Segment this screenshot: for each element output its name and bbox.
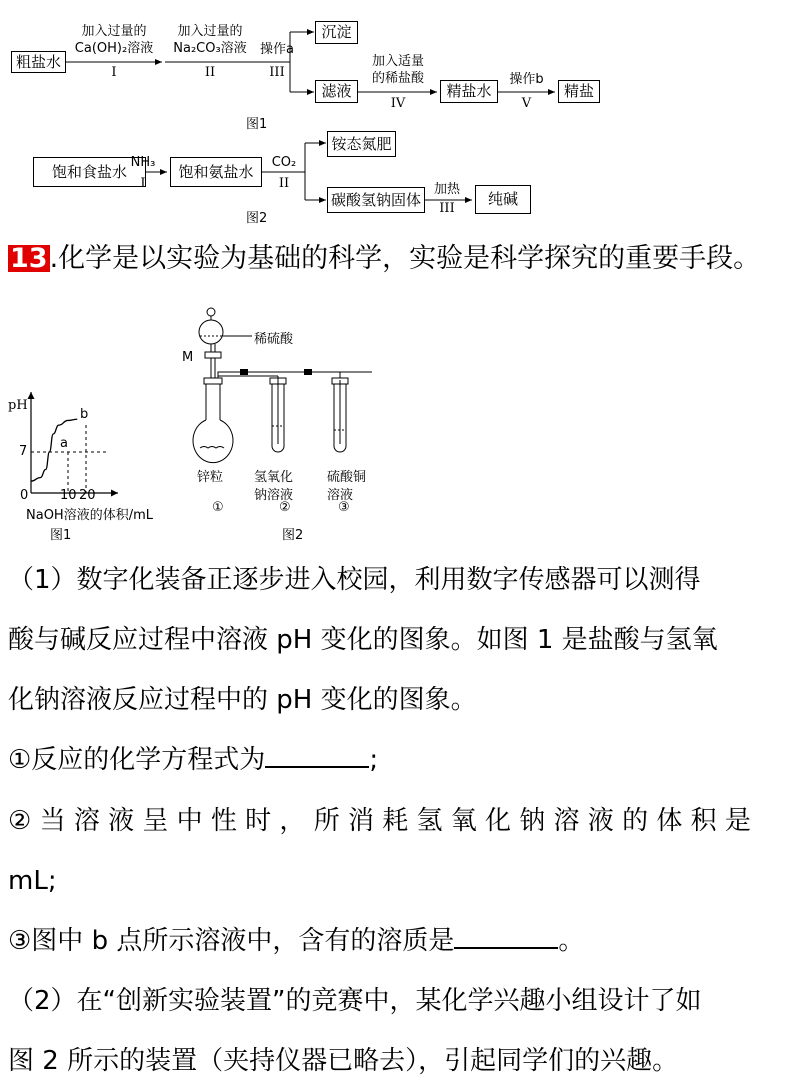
box-filtrate: 滤液 <box>315 80 358 103</box>
step2-reagent-line2: Na₂CO₃溶液 <box>173 41 247 56</box>
q3-end: 。 <box>558 926 585 956</box>
naoh-label-line1: 氢氧化 <box>254 470 294 485</box>
dilute-sulfuric-acid-label: 稀硫酸 <box>254 332 294 347</box>
box-soda-ash: 纯碱 <box>475 185 531 214</box>
p1-line2: 酸与碱反应过程中溶液 pH 变化的图象。如图 1 是盐酸与氢氧 <box>8 625 718 655</box>
q3-answer-blank[interactable] <box>454 947 558 949</box>
q2-line1: ② 当 溶 液 呈 中 性 时 ， 所 消 耗 氢 氧 化 钠 溶 液 的 体 积 是 <box>8 806 751 836</box>
box-ammonium-fertilizer: 铵态氮肥 <box>327 131 396 157</box>
apparatus-num-3: ③ <box>338 500 350 515</box>
box-refined-brine: 精盐水 <box>440 80 498 103</box>
apparatus-num-2: ② <box>279 500 291 515</box>
x-tick-20: 20 <box>79 488 96 503</box>
valve-m-label: M <box>182 350 194 365</box>
step5-number: V <box>521 96 532 111</box>
funnel-bulb <box>199 320 223 344</box>
step2-number: II <box>204 65 216 80</box>
question-number: 13 <box>10 243 48 274</box>
fig2-step3-operation: 加热 <box>433 182 460 197</box>
step4-reagent-line2: 的稀盐酸 <box>371 71 424 86</box>
q3-line <box>8 928 584 954</box>
y-tick-7: 7 <box>19 444 28 459</box>
q3-text: ③图中 b 点所示溶液中，含有的溶质是 <box>8 926 455 956</box>
step1-reagent-line2: Ca(OH)₂溶液 <box>74 41 154 56</box>
y-axis-label: pH <box>8 398 28 413</box>
fig2-caption: 图2 <box>246 211 268 226</box>
flask-stopper <box>204 378 222 384</box>
point-b-label: b <box>80 407 89 422</box>
step5-operation: 操作b <box>509 72 544 87</box>
p1-line3: 化钠溶液反应过程中的 pH 变化的图象。 <box>8 685 477 715</box>
fig2-step2-reagent: CO₂ <box>271 155 297 170</box>
apparatus-num-1: ① <box>212 500 224 515</box>
zinc-granules <box>200 447 224 449</box>
valve-m <box>205 352 221 358</box>
naoh-label-line2: 钠溶液 <box>254 488 294 503</box>
p2-line2: 图 2 所示的装置（夹持仪器已略去），引起同学们的兴趣。 <box>8 1046 679 1076</box>
x-tick-10: 10 <box>60 488 77 503</box>
q1-line <box>8 747 378 773</box>
q2-line2: mL; <box>8 866 57 896</box>
step3-operation: 操作a <box>260 42 294 57</box>
box-crude-brine: 粗盐水 <box>11 51 66 73</box>
fig2-step1-number: I <box>140 176 146 191</box>
question-dot: . <box>49 243 59 274</box>
step2-reagent-line1: 加入过量的 <box>177 24 243 39</box>
graph-caption: 图1 <box>50 528 72 543</box>
p2-line1: （2）在“创新实验装置”的竞赛中，某化学兴趣小组设计了如 <box>8 986 702 1016</box>
fig2-step2-number: II <box>278 176 290 191</box>
fig1-caption: 图1 <box>246 117 268 132</box>
cuso4-label-line2: 溶液 <box>327 488 354 503</box>
box-refined-salt: 精盐 <box>558 80 600 103</box>
connector-2 <box>304 369 312 375</box>
cuso4-label-line1: 硫酸铜 <box>327 470 367 485</box>
fig2-step3-number: III <box>439 201 455 216</box>
point-a-label: a <box>60 436 68 451</box>
question-stem-text: 化学是以实验为基础的科学，实验是科学探究的重要手段。 <box>58 243 761 274</box>
step1-reagent-line1: 加入过量的 <box>81 24 147 39</box>
p1-line1: （1）数字化装备正逐步进入校园，利用数字传感器可以测得 <box>8 565 701 595</box>
q1-answer-blank[interactable] <box>265 766 369 768</box>
flask-body <box>193 420 233 463</box>
box-ammoniated-brine: 饱和氨盐水 <box>170 157 262 187</box>
origin-label: 0 <box>20 488 29 503</box>
funnel-stopper <box>207 308 215 316</box>
step4-reagent-line1: 加入适量 <box>371 54 424 69</box>
step1-number: I <box>111 65 117 80</box>
apparatus-caption: 图2 <box>282 528 304 543</box>
step4-number: IV <box>390 96 406 111</box>
x-axis-label: NaOH溶液的体积/mL <box>26 508 153 523</box>
q1-text: ①反应的化学方程式为 <box>8 745 266 775</box>
fig2-step1-reagent: NH₃ <box>130 155 156 170</box>
zinc-label: 锌粒 <box>197 470 224 485</box>
box-precipitate: 沉淀 <box>315 21 358 44</box>
step3-number: III <box>269 65 285 80</box>
q1-end: ; <box>369 745 379 775</box>
connector-1 <box>240 369 248 375</box>
box-saturated-brine: 饱和食盐水 <box>33 157 146 187</box>
box-sodium-bicarbonate: 碳酸氢钠固体 <box>327 187 425 213</box>
